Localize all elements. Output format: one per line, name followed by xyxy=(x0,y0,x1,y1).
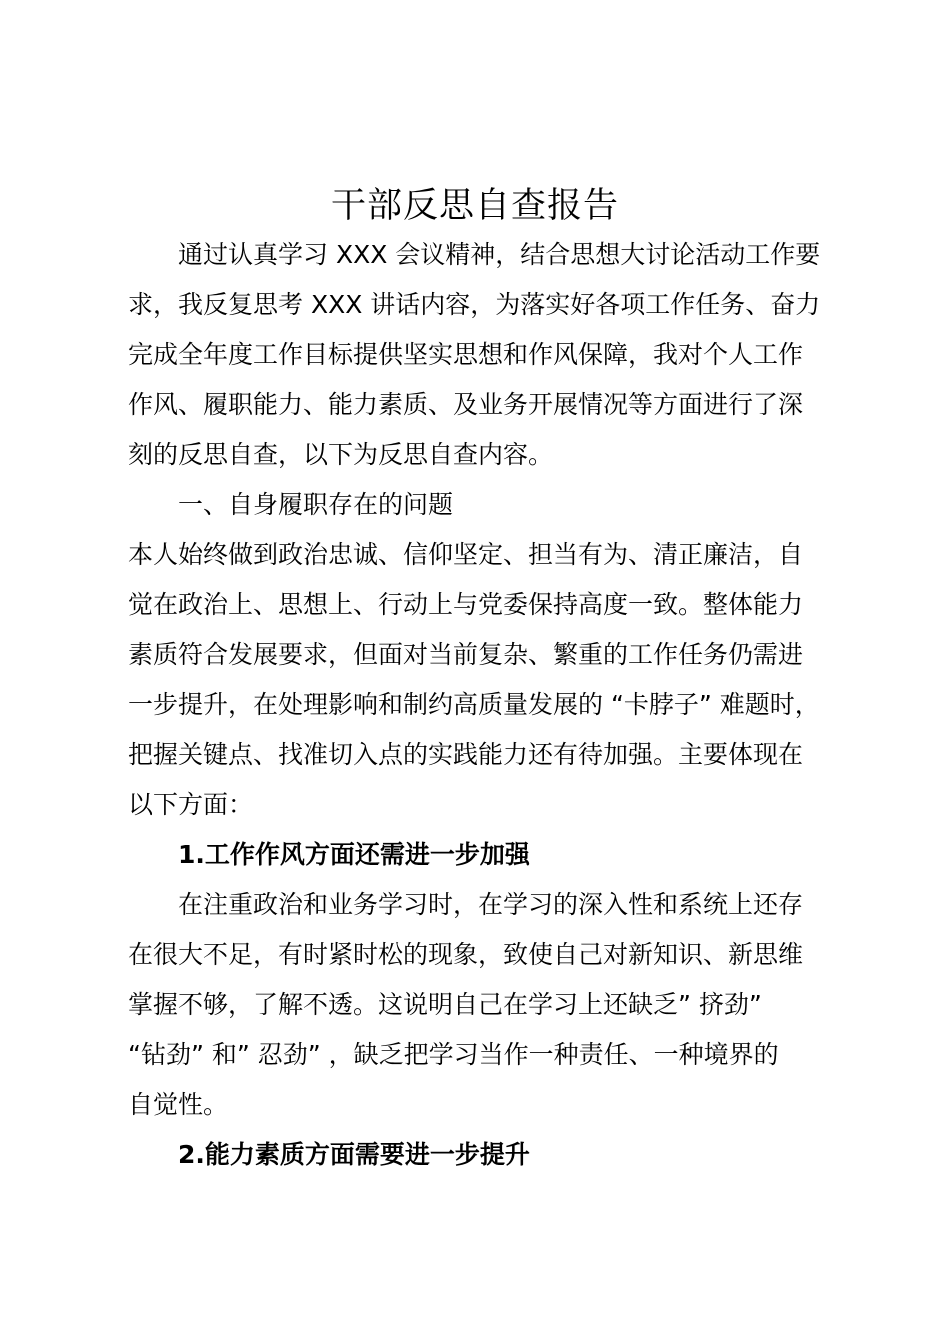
sub1-line-3: 掌握不够，了解不透。这说明自己在学习上还缺乏” 挤劲” xyxy=(128,990,762,1019)
intro-line-4: 作风、履职能力、能力素质、及业务开展情况等方面进行了深 xyxy=(128,390,804,419)
section1-line-6: 以下方面： xyxy=(128,790,254,819)
section1-line-1: 本人始终做到政治忠诚、信仰坚定、担当有为、清正廉洁，自 xyxy=(128,540,804,569)
subheading-1: 1.工作作风方面还需进一步加强 xyxy=(178,840,530,869)
section1-line-2: 觉在政治上、思想上、行动上与党委保持高度一致。整体能力 xyxy=(128,590,804,619)
section1-line-3: 素质符合发展要求，但面对当前复杂、繁重的工作任务仍需进 xyxy=(128,640,804,669)
subheading-2: 2.能力素质方面需要进一步提升 xyxy=(178,1140,530,1169)
section1-line-5: 把握关键点、找准切入点的实践能力还有待加强。主要体现在 xyxy=(128,740,804,769)
sub1-line-1: 在注重政治和业务学习时，在学习的深入性和系统上还存 xyxy=(178,890,804,919)
document-title: 干部反思自查报告 xyxy=(330,186,619,226)
sub1-line-4: “钻劲” 和” 忍劲” ，缺乏把学习当作一种责任、一种境界的 xyxy=(128,1040,779,1069)
intro-line-3: 完成全年度工作目标提供坚实思想和作风保障，我对个人工作 xyxy=(128,340,804,369)
section1-line-4: 一步提升，在处理影响和制约高质量发展的 “卡脖子” 难题时， xyxy=(128,690,820,719)
intro-line-2: 求，我反复思考 XXX 讲话内容，为落实好各项工作任务、奋力 xyxy=(128,290,821,319)
sub1-line-2: 在很大不足，有时紧时松的现象，致使自己对新知识、新思维 xyxy=(128,940,804,969)
sub1-line-5: 自觉性。 xyxy=(128,1090,229,1119)
intro-line-5: 刻的反思自查，以下为反思自查内容。 xyxy=(128,440,554,469)
section-heading-1: 一、自身履职存在的问题 xyxy=(178,490,454,519)
intro-line-1: 通过认真学习 XXX 会议精神，结合思想大讨论活动工作要 xyxy=(178,240,821,269)
